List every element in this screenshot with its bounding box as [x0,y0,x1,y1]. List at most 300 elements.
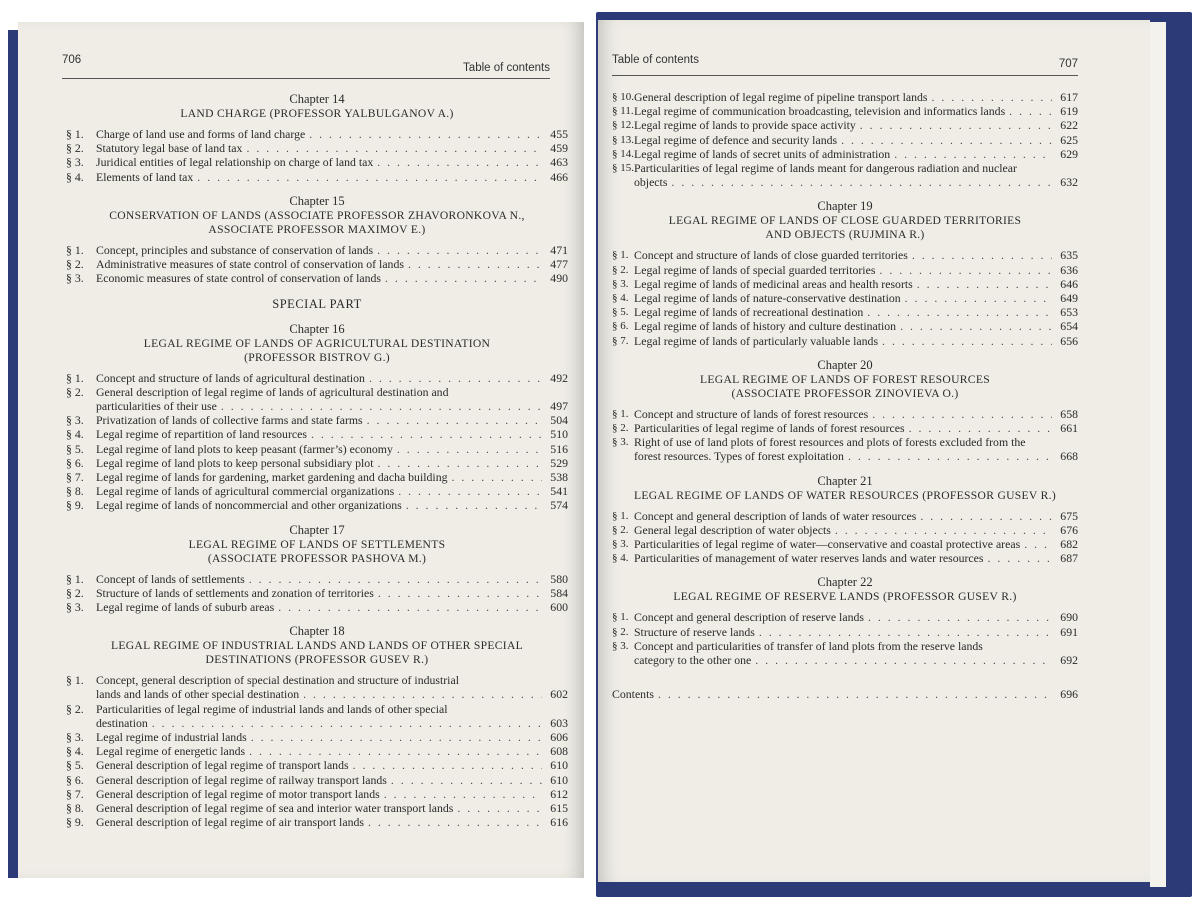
toc-entry [612,248,1078,262]
toc-entry [612,161,1078,189]
dot-leader [856,118,1052,132]
entry-last-line [96,427,568,441]
chapter-heading [612,199,1078,242]
entry-text: Legal regime of lands of noncommercial and other organizations [96,498,402,513]
entry-last-line [96,155,568,169]
toc-entry [66,170,568,184]
entry-number: § 1. [66,242,84,257]
entry-number: § 2. [66,257,84,272]
toc-entry [66,702,568,730]
toc-entry [612,133,1078,147]
toc-entry [612,319,1078,333]
entry-page-number: 600 [550,600,568,615]
chapter-heading [66,624,568,667]
entry-last-line [634,319,1078,333]
entry-text: Particularities of legal regime of lands of forest resources [634,421,905,436]
special-part-heading: SPECIAL PART [272,297,362,312]
dot-leader [307,427,542,441]
chapter-heading [612,575,1078,604]
entry-page-number: 497 [550,399,568,414]
dot-leader [453,801,542,815]
dot-leader [380,787,542,801]
chapter-title-line: ASSOCIATE PROFESSOR MAXIMOV E.) [208,222,426,236]
continued-entries [612,90,1078,189]
entry-last-line [96,758,568,772]
entry-page-number: 584 [550,585,568,600]
dot-leader [387,773,542,787]
toc-entry [612,291,1078,305]
dot-leader [755,625,1052,639]
dot-leader [868,407,1052,421]
entry-last-line [96,801,568,815]
toc-entry [66,470,568,484]
entry-last-line [634,523,1078,537]
entry-last-line [634,610,1078,624]
dot-leader [373,243,542,257]
entry-text-line: Particularities of legal regime of industrial lands and lands of other special [96,701,448,716]
entry-page-number: 649 [1060,291,1078,306]
dot-leader [896,319,1052,333]
entry-text: Legal regime of lands of agricultural commercial organizations [96,484,395,499]
entry-page-number: 654 [1060,319,1078,334]
entry-last-line [96,271,568,285]
entry-last-line [634,449,1078,463]
dot-leader [654,687,1052,701]
entry-text-line: General description of legal regime of lands of agricultural destination and [96,384,449,399]
entry-text: Legal regime of lands of secret units of administration [634,146,891,161]
entry-text: Legal regime of repartition of land resources [96,427,307,442]
entry-number: § 5. [66,758,84,773]
toc-entry [612,625,1078,639]
entry-last-line [634,509,1078,523]
chapter-title-line: LAND CHARGE (PROFESSOR YALBULGANOV A.) [180,107,454,120]
entry-last-line [634,118,1078,132]
toc-entry [66,155,568,169]
entry-number: § 1. [612,509,629,522]
entry-text: Concept, principles and substance of conservation of lands [96,242,374,257]
toc-entry [66,758,568,772]
toc-entry [66,271,568,285]
entry-page-number: 653 [1060,305,1078,320]
entry-last-line [96,257,568,271]
entry-text: Concept and structure of lands of agricultural destination [96,370,365,385]
toc-entry [66,586,568,600]
dot-leader [878,334,1052,348]
entry-last-line [96,730,568,744]
entry-last-line [634,653,1078,667]
toc-entry [66,801,568,815]
entry-number: § 2. [66,141,84,156]
dot-leader [667,175,1052,189]
entry-page-number: 602 [550,687,568,702]
chapter-number: Chapter 22 [817,575,873,590]
entry-page-number: 690 [1060,610,1078,625]
entry-text: Statutory legal base of land tax [96,141,243,156]
chapter-title-line: LEGAL REGIME OF LANDS OF SETTLEMENTS [188,537,446,551]
entry-number: § 1. [612,611,629,624]
chapter-title-line: LEGAL REGIME OF RESERVE LANDS (PROFESSOR GUSEV R.) [673,590,1017,604]
entry-number: § 3. [66,600,84,615]
toc-entry [612,509,1078,523]
entry-number: § 6. [66,455,84,470]
entry-number: § 1. [612,407,629,420]
left-page [18,22,584,878]
entry-last-line [96,600,568,614]
toc-entry [66,572,568,586]
entry-last-line [96,170,568,184]
entry-text: General legal description of water objects [634,522,831,537]
entry-page-number: 606 [550,730,568,745]
entry-text-line: Right of use of land plots of forest resources and plots of forests excluded from the [634,435,1026,450]
chapter-title-line: (ASSOCIATE PROFESSOR PASHOVA M.) [207,551,427,565]
right-toc-content [612,90,1078,701]
dot-leader [365,371,542,385]
entry-page-number: 616 [550,815,568,830]
entry-text: Legal regime of lands of history and culture destination [634,319,897,334]
left-page-number: 706 [62,54,82,66]
entry-last-line [96,413,568,427]
chapter-number: Chapter 18 [289,624,345,639]
entry-text: Legal regime of communication broadcasting, television and informatics lands [634,104,1006,119]
toc-entry [612,407,1078,421]
toc-entry [66,815,568,829]
toc-entry [612,610,1078,624]
entry-last-line [634,625,1078,639]
entry-text: Concept and general description of lands of water resources [634,508,917,523]
dot-leader [1005,104,1052,118]
entry-page-number: 603 [550,715,568,730]
entry-text: General description of legal regime of air transport lands [96,815,364,830]
entry-number: § 7. [612,334,629,347]
dot-leader [831,523,1052,537]
dot-leader [373,155,542,169]
entry-page-number: 675 [1060,508,1078,523]
toc-entry [66,413,568,427]
dot-leader [875,263,1052,277]
entry-number: § 3. [66,413,84,428]
right-header-title: Table of contents [612,54,699,66]
dot-leader [374,586,542,600]
toc-entry [66,787,568,801]
entry-page-number: 646 [1060,276,1078,291]
chapter-entries [612,610,1078,667]
entry-last-line [96,787,568,801]
toc-entry [612,639,1078,667]
entry-text: Structure of lands of settlements and zonation of territories [96,585,374,600]
entry-text: General description of legal regime of railway transport lands [96,772,387,787]
dot-leader [402,498,542,512]
right-page [598,20,1150,882]
entry-number: § 9. [66,815,84,830]
entry-text: destination [96,715,148,730]
chapter-title-line: LEGAL REGIME OF LANDS OF FOREST RESOURCES [700,372,990,386]
entry-text: particularities of their use [96,399,217,414]
entry-number: § 4. [66,169,84,184]
entry-page-number: 687 [1060,551,1078,566]
entry-last-line [634,407,1078,421]
entry-number: § 8. [66,801,84,816]
entry-last-line [96,127,568,141]
entry-last-line [96,371,568,385]
entry-page-number: 541 [550,484,568,499]
entry-page-number: 629 [1060,146,1078,161]
entry-last-line [634,104,1078,118]
entry-last-line [634,175,1078,189]
entry-number: § 1. [612,249,629,262]
entry-last-line [634,551,1078,565]
dot-leader [305,127,542,141]
chapter-title-line: (ASSOCIATE PROFESSOR ZINOVIEVA O.) [731,386,959,400]
entry-page-number: 471 [550,242,568,257]
entry-number: § 5. [66,441,84,456]
toc-entry [66,600,568,614]
chapter-entries [612,248,1078,347]
dot-leader [844,449,1052,463]
entry-page-number: 608 [550,744,568,759]
entry-page-number: 504 [550,413,568,428]
entry-last-line [634,334,1078,348]
toc-entry [66,243,568,257]
entry-last-line [96,243,568,257]
toc-entry [66,442,568,456]
entry-last-line [96,498,568,512]
toc-entry [66,744,568,758]
dot-leader [242,141,542,155]
chapter-number: Chapter 20 [817,357,873,372]
left-toc-content [66,92,568,830]
entry-page-number: 625 [1060,132,1078,147]
entry-text: forest resources. Types of forest exploitation [634,449,844,464]
entry-text: category to the other one [634,653,752,668]
entry-page-number: 676 [1060,522,1078,537]
toc-entry [66,773,568,787]
dot-leader [245,572,542,586]
toc-entry [612,421,1078,435]
entry-page-number: 619 [1060,104,1078,119]
entry-page-number: 516 [550,441,568,456]
entry-last-line [96,399,568,413]
toc-entry [66,385,568,413]
dot-leader [363,413,542,427]
entry-text: Particularities of legal regime of water—conservative and coastal protective areas [634,537,1021,552]
entry-last-line [96,687,568,701]
entry-last-line [96,456,568,470]
entry-number: § 15. [612,162,634,175]
entry-number: § 2. [612,625,629,638]
entry-page-number: 658 [1060,406,1078,421]
toc-entry [612,305,1078,319]
toc-entry [66,127,568,141]
toc-entry [612,551,1078,565]
entry-text: Legal regime of lands of suburb areas [96,600,275,615]
entry-page-number: 510 [550,427,568,442]
entry-page-number: 661 [1060,421,1078,436]
chapter-heading [66,92,568,121]
dot-leader [837,133,1052,147]
entry-number: § 3. [66,730,84,745]
toc-entry [612,537,1078,551]
entry-page-number: 682 [1060,537,1078,552]
dot-leader [905,421,1052,435]
entry-number: § 6. [66,772,84,787]
dot-leader [928,90,1052,104]
entry-number: § 2. [66,701,84,716]
chapter-entries [66,572,568,615]
entry-number: § 4. [66,427,84,442]
entry-last-line [634,277,1078,291]
entry-text: General description of legal regime of transport lands [96,758,349,773]
entry-text: Legal regime of defence and security lands [634,132,838,147]
entry-text: General description of legal regime of motor transport lands [96,786,380,801]
entry-text: Legal regime of lands of recreational destination [634,305,864,320]
entry-page-number: 580 [550,571,568,586]
entry-text: General description of legal regime of pipeline transport lands [634,90,928,104]
dot-leader [148,716,542,730]
entry-page-number: 617 [1060,90,1078,104]
entry-last-line [96,484,568,498]
toc-entry [612,435,1078,463]
entry-last-line [634,291,1078,305]
toc-entry [66,141,568,155]
entry-text: Elements of land tax [96,169,194,184]
right-header-rule [612,75,1078,76]
entry-number: § 3. [612,538,629,551]
toc-entry [66,484,568,498]
entry-page-number: 477 [550,257,568,272]
toc-entry [612,277,1078,291]
entry-number: § 4. [66,744,84,759]
contents-page-number: 696 [1060,687,1078,702]
entry-last-line [96,716,568,730]
entry-last-line [96,773,568,787]
entry-page-number: 455 [550,127,568,141]
chapter-title-line: LEGAL REGIME OF LANDS OF WATER RESOURCES (PROFESSOR GUSEV R.) [634,488,1056,502]
dot-leader [404,257,542,271]
entry-text: Particularities of management of water reserves lands and water resources [634,551,984,566]
dot-leader [374,456,543,470]
toc-entry [66,456,568,470]
dot-leader [364,815,542,829]
dot-leader [448,470,543,484]
entry-number: § 9. [66,498,84,513]
dot-leader [393,442,542,456]
entry-last-line [96,470,568,484]
toc-entry [612,104,1078,118]
toc-entry [612,90,1078,104]
entry-last-line [96,572,568,586]
dot-leader [274,600,542,614]
entry-number: § 1. [66,571,84,586]
chapter-entries [612,509,1078,566]
dot-leader [394,484,542,498]
dot-leader [864,610,1052,624]
chapter-title-line: (PROFESSOR BISTROV G.) [244,350,390,364]
entry-page-number: 529 [550,455,568,470]
dot-leader [245,744,542,758]
chapter-entries [66,371,568,513]
entry-page-number: 490 [550,271,568,286]
entry-text: Structure of reserve lands [634,624,755,639]
entry-number: § 6. [612,320,629,333]
chapter-heading [66,194,568,237]
chapter-title-line: LEGAL REGIME OF INDUSTRIAL LANDS AND LANDS OF OTHER SPECIAL [111,639,523,653]
chapter-entries [66,127,568,184]
chapter-number: Chapter 21 [817,473,873,488]
entry-text: Concept and structure of lands of close guarded territories [634,248,908,263]
entry-text: Legal regime of industrial lands [96,730,247,745]
entry-last-line [96,744,568,758]
entry-text: Privatization of lands of collective farms and state farms [96,413,363,428]
chapter-number: Chapter 14 [289,92,345,106]
entry-number: § 1. [66,370,84,385]
toc-entry [612,118,1078,132]
entry-number: § 2. [66,585,84,600]
entry-number: § 4. [612,552,629,565]
chapter-heading [612,474,1078,503]
entry-number: § 11. [612,105,634,118]
entry-number: § 3. [66,271,84,286]
entry-text: objects [634,175,668,190]
dot-leader [863,305,1052,319]
dot-leader [247,730,542,744]
entry-number: § 3. [612,277,629,290]
chapter-heading [66,523,568,566]
dot-leader [890,147,1052,161]
entry-text: Legal regime of lands of medicinal areas and health resorts [634,276,913,291]
entry-text: General description of legal regime of sea and interior water transport lands [96,801,454,816]
entry-text: lands and lands of other special destination [96,687,300,702]
entry-page-number: 610 [550,758,568,773]
entry-number: § 4. [612,292,629,305]
entry-last-line [634,421,1078,435]
entry-last-line [96,815,568,829]
dot-leader [916,509,1052,523]
entry-last-line [634,133,1078,147]
entry-page-number: 574 [550,498,568,513]
entry-number: § 8. [66,484,84,499]
toc-entry [612,523,1078,537]
toc-entry [66,427,568,441]
entry-number: § 2. [612,263,629,276]
chapter-entries [66,673,568,829]
entry-text: Economic measures of state control of conservation of lands [96,271,382,286]
entry-page-number: 610 [550,772,568,787]
entry-number: § 5. [612,306,629,319]
toc-entry [612,147,1078,161]
entry-last-line [634,263,1078,277]
entry-number: § 7. [66,786,84,801]
entry-number: § 10. [612,91,634,103]
chapter-heading [612,358,1078,401]
chapter-number: Chapter 19 [817,199,873,214]
dot-leader [381,271,542,285]
entry-last-line [634,537,1078,551]
dot-leader [1020,537,1052,551]
dot-leader [299,687,542,701]
entry-page-number: 459 [550,141,568,156]
chapter-title-line: LEGAL REGIME OF LANDS OF AGRICULTURAL DESTINATION [143,336,491,350]
chapter-title-line: AND OBJECTS (RUJMINA R.) [765,228,925,242]
contents-label: Contents [612,687,654,702]
entry-text-line: Concept, general description of special destination and structure of industrial [96,673,459,688]
entry-text: Administrative measures of state control of conservation of lands [96,257,404,272]
entry-text: Legal regime of energetic lands [96,744,246,759]
entry-page-number: 622 [1060,118,1078,133]
toc-entry [66,371,568,385]
entry-number: § 13. [612,133,634,146]
entry-text: Legal regime of lands to provide space activity [634,118,856,133]
dot-leader [913,277,1052,291]
